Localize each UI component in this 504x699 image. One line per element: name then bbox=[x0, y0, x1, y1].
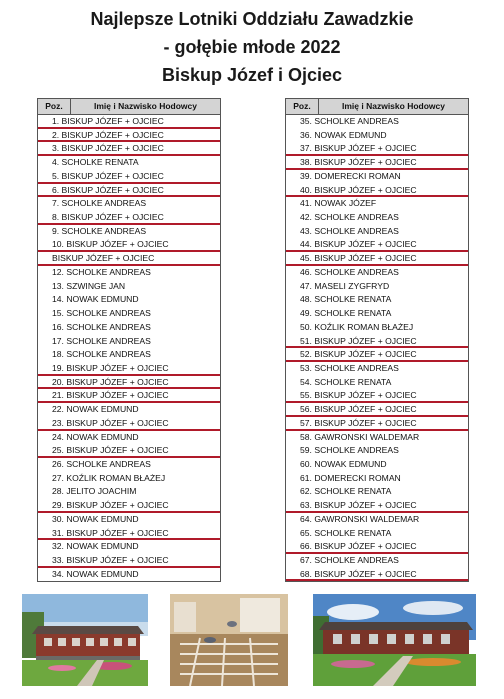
breeder-entry: 34. NOWAK EDMUND bbox=[52, 568, 139, 579]
table-body-left bbox=[38, 115, 220, 581]
table-row bbox=[38, 280, 220, 294]
table-row bbox=[38, 431, 220, 445]
breeder-entry: 14. NOWAK EDMUND bbox=[52, 294, 139, 305]
table-row bbox=[38, 554, 220, 568]
table-row bbox=[38, 321, 220, 335]
breeder-entry: 29. BISKUP JÓZEF + OJCIEC bbox=[52, 500, 169, 511]
table-row bbox=[286, 280, 468, 294]
table-row bbox=[38, 170, 220, 184]
table-row bbox=[38, 307, 220, 321]
breeder-entry: 61. DOMERECKI ROMAN bbox=[300, 472, 401, 483]
column-header-position: Poz. bbox=[286, 99, 319, 114]
breeder-entry: 50. KOŹLIK ROMAN BŁAŻEJ bbox=[300, 321, 414, 332]
title-line-2: - gołębie młode 2022 bbox=[163, 37, 341, 57]
table-row bbox=[38, 156, 220, 170]
breeder-entry: 6. BISKUP JÓZEF + OJCIEC bbox=[52, 184, 164, 195]
table-row bbox=[38, 513, 220, 527]
table-row bbox=[38, 238, 220, 252]
table-row bbox=[38, 252, 220, 266]
breeder-entry: 21. BISKUP JÓZEF + OJCIEC bbox=[52, 390, 169, 401]
breeder-entry: 58. GAWRONSKI WALDEMAR bbox=[300, 431, 420, 442]
table-row bbox=[38, 376, 220, 390]
table-row bbox=[38, 444, 220, 458]
table-row bbox=[286, 499, 468, 513]
breeder-entry: 31. BISKUP JÓZEF + OJCIEC bbox=[52, 527, 169, 538]
table-row bbox=[38, 348, 220, 362]
breeder-entry: 45. BISKUP JÓZEF + OJCIEC bbox=[300, 253, 417, 264]
table-row bbox=[286, 170, 468, 184]
breeder-entry: 52. BISKUP JÓZEF + OJCIEC bbox=[300, 349, 417, 360]
loft-garden-photo bbox=[313, 594, 476, 686]
table-row bbox=[286, 444, 468, 458]
table-row bbox=[286, 472, 468, 486]
breeder-entry: 12. SCHOLKE ANDREAS bbox=[52, 266, 151, 277]
table-row bbox=[38, 142, 220, 156]
breeder-entry: 7. SCHOLKE ANDREAS bbox=[52, 198, 147, 209]
breeder-entry: 35. SCHOLKE ANDREAS bbox=[300, 116, 399, 126]
breeder-entry: 57. BISKUP JÓZEF + OJCIEC bbox=[300, 417, 417, 428]
loft-exterior-photo bbox=[22, 594, 148, 686]
table-row bbox=[286, 540, 468, 554]
breeder-entry: 28. JELITO JOACHIM bbox=[52, 486, 137, 497]
column-header-name: Imię i Nazwisko Hodowcy bbox=[94, 101, 197, 111]
table-row bbox=[286, 568, 468, 582]
breeder-entry: 65. SCHOLKE RENATA bbox=[300, 527, 392, 538]
breeder-entry: 18. SCHOLKE ANDREAS bbox=[52, 349, 151, 360]
table-row bbox=[38, 527, 220, 541]
table-row bbox=[286, 142, 468, 156]
breeder-entry: 30. NOWAK EDMUND bbox=[52, 513, 139, 524]
breeder-entry: 66. BISKUP JÓZEF + OJCIEC bbox=[300, 541, 417, 552]
breeder-entry: 19. BISKUP JÓZEF + OJCIEC bbox=[52, 362, 169, 373]
table-row bbox=[38, 403, 220, 417]
breeder-entry: 60. NOWAK EDMUND bbox=[300, 458, 387, 469]
breeder-entry: 54. SCHOLKE RENATA bbox=[300, 376, 392, 387]
breeder-entry: 64. GAWRONSKI WALDEMAR bbox=[300, 513, 420, 524]
breeder-entry: 56. BISKUP JÓZEF + OJCIEC bbox=[300, 404, 417, 415]
table-row bbox=[286, 307, 468, 321]
breeder-entry: 42. SCHOLKE ANDREAS bbox=[300, 212, 399, 223]
results-table-left bbox=[37, 98, 221, 582]
table-row bbox=[286, 362, 468, 376]
table-row bbox=[286, 485, 468, 499]
column-header-name: Imię i Nazwisko Hodowcy bbox=[342, 101, 445, 111]
table-row bbox=[286, 348, 468, 362]
table-row bbox=[38, 197, 220, 211]
breeder-entry: 46. SCHOLKE ANDREAS bbox=[300, 266, 399, 277]
breeder-entry: 2. BISKUP JÓZEF + OJCIEC bbox=[52, 129, 164, 140]
breeder-entry: 36. NOWAK EDMUND bbox=[300, 129, 387, 140]
table-header bbox=[38, 99, 220, 115]
breeder-entry: 5. BISKUP JÓZEF + OJCIEC bbox=[52, 170, 164, 181]
breeder-entry: 49. SCHOLKE RENATA bbox=[300, 308, 392, 319]
breeder-entry: 39. DOMERECKI ROMAN bbox=[300, 170, 401, 181]
breeder-entry: 26. SCHOLKE ANDREAS bbox=[52, 458, 151, 469]
breeder-entry: 53. SCHOLKE ANDREAS bbox=[300, 362, 399, 373]
table-row bbox=[286, 156, 468, 170]
table-row bbox=[286, 403, 468, 417]
breeder-entry: 68. BISKUP JÓZEF + OJCIEC bbox=[300, 568, 417, 579]
results-table-right bbox=[285, 98, 469, 582]
breeder-entry: 10. BISKUP JÓZEF + OJCIEC bbox=[52, 239, 169, 250]
breeder-entry: 27. KOŹLIK ROMAN BŁAŻEJ bbox=[52, 472, 166, 483]
breeder-entry: 63. BISKUP JÓZEF + OJCIEC bbox=[300, 500, 417, 511]
breeder-entry: 51. BISKUP JÓZEF + OJCIEC bbox=[300, 335, 417, 346]
breeder-entry: 67. SCHOLKE ANDREAS bbox=[300, 555, 399, 565]
table-row bbox=[286, 225, 468, 239]
table-row bbox=[38, 225, 220, 239]
breeder-entry: 32. NOWAK EDMUND bbox=[52, 541, 139, 552]
table-row bbox=[286, 293, 468, 307]
breeder-entry: 4. SCHOLKE RENATA bbox=[52, 157, 139, 168]
table-row bbox=[286, 321, 468, 335]
breeder-entry: 47. MASELI ZYGFRYD bbox=[300, 280, 390, 291]
table-row bbox=[38, 458, 220, 472]
table-header bbox=[286, 99, 468, 115]
breeder-entry: 43. SCHOLKE ANDREAS bbox=[300, 225, 399, 236]
table-row bbox=[38, 184, 220, 198]
table-body-right bbox=[286, 115, 468, 581]
breeder-entry: 16. SCHOLKE ANDREAS bbox=[52, 321, 151, 332]
table-row bbox=[286, 266, 468, 280]
breeder-entry: 33. BISKUP JÓZEF + OJCIEC bbox=[52, 555, 169, 565]
breeder-entry: 48. SCHOLKE RENATA bbox=[300, 294, 392, 305]
breeder-entry: 24. NOWAK EDMUND bbox=[52, 431, 139, 442]
breeder-entry: 38. BISKUP JÓZEF + OJCIEC bbox=[300, 157, 417, 168]
table-row bbox=[286, 527, 468, 541]
breeder-entry: 15. SCHOLKE ANDREAS bbox=[52, 308, 151, 319]
column-header-position: Poz. bbox=[38, 99, 71, 114]
table-row bbox=[38, 335, 220, 349]
table-row bbox=[286, 458, 468, 472]
breeder-entry: 20. BISKUP JÓZEF + OJCIEC bbox=[52, 376, 169, 387]
breeder-entry: 25. BISKUP JÓZEF + OJCIEC bbox=[52, 445, 169, 456]
table-row bbox=[38, 540, 220, 554]
breeder-entry: 62. SCHOLKE RENATA bbox=[300, 486, 392, 497]
loft-interior-photo bbox=[170, 594, 288, 686]
breeder-entry: 41. NOWAK JÓZEF bbox=[300, 198, 377, 209]
breeder-entry: 55. BISKUP JÓZEF + OJCIEC bbox=[300, 390, 417, 401]
table-row bbox=[286, 554, 468, 568]
table-row bbox=[38, 362, 220, 376]
table-row bbox=[286, 431, 468, 445]
breeder-entry: 23. BISKUP JÓZEF + OJCIEC bbox=[52, 417, 169, 428]
table-row bbox=[38, 472, 220, 486]
table-row bbox=[38, 485, 220, 499]
table-row bbox=[38, 211, 220, 225]
table-row bbox=[38, 568, 220, 582]
breeder-entry: 3. BISKUP JÓZEF + OJCIEC bbox=[52, 143, 164, 154]
table-row bbox=[286, 252, 468, 266]
table-row bbox=[286, 115, 468, 129]
table-row bbox=[38, 389, 220, 403]
breeder-entry: 37. BISKUP JÓZEF + OJCIEC bbox=[300, 143, 417, 154]
breeder-entry: 13. SZWINGE JAN bbox=[52, 280, 126, 291]
table-row bbox=[38, 499, 220, 513]
table-row bbox=[286, 417, 468, 431]
table-row bbox=[286, 184, 468, 198]
table-row bbox=[38, 293, 220, 307]
table-row bbox=[38, 129, 220, 143]
title-line-1: Najlepsze Lotniki Oddziału Zawadzkie bbox=[90, 9, 414, 29]
breeder-entry: 22. NOWAK EDMUND bbox=[52, 404, 139, 415]
table-row bbox=[286, 513, 468, 527]
table-row bbox=[286, 211, 468, 225]
breeder-entry: 8. BISKUP JÓZEF + OJCIEC bbox=[52, 212, 164, 223]
table-row bbox=[38, 266, 220, 280]
breeder-entry: BISKUP JÓZEF + OJCIEC bbox=[52, 253, 155, 264]
breeder-entry: 9. SCHOLKE ANDREAS bbox=[52, 225, 147, 236]
breeder-entry: 17. SCHOLKE ANDREAS bbox=[52, 335, 151, 346]
table-row bbox=[38, 115, 220, 129]
breeder-entry: 1. BISKUP JÓZEF + OJCIEC bbox=[52, 116, 164, 126]
breeder-entry: 40. BISKUP JÓZEF + OJCIEC bbox=[300, 184, 417, 195]
table-row bbox=[286, 335, 468, 349]
table-row bbox=[38, 417, 220, 431]
table-row bbox=[286, 389, 468, 403]
table-row bbox=[286, 197, 468, 211]
breeder-entry: 59. SCHOLKE ANDREAS bbox=[300, 445, 399, 456]
table-row bbox=[286, 238, 468, 252]
table-row bbox=[286, 129, 468, 143]
breeder-entry: 44. BISKUP JÓZEF + OJCIEC bbox=[300, 239, 417, 250]
title-line-3: Biskup Józef i Ojciec bbox=[161, 65, 343, 85]
table-row bbox=[286, 376, 468, 390]
